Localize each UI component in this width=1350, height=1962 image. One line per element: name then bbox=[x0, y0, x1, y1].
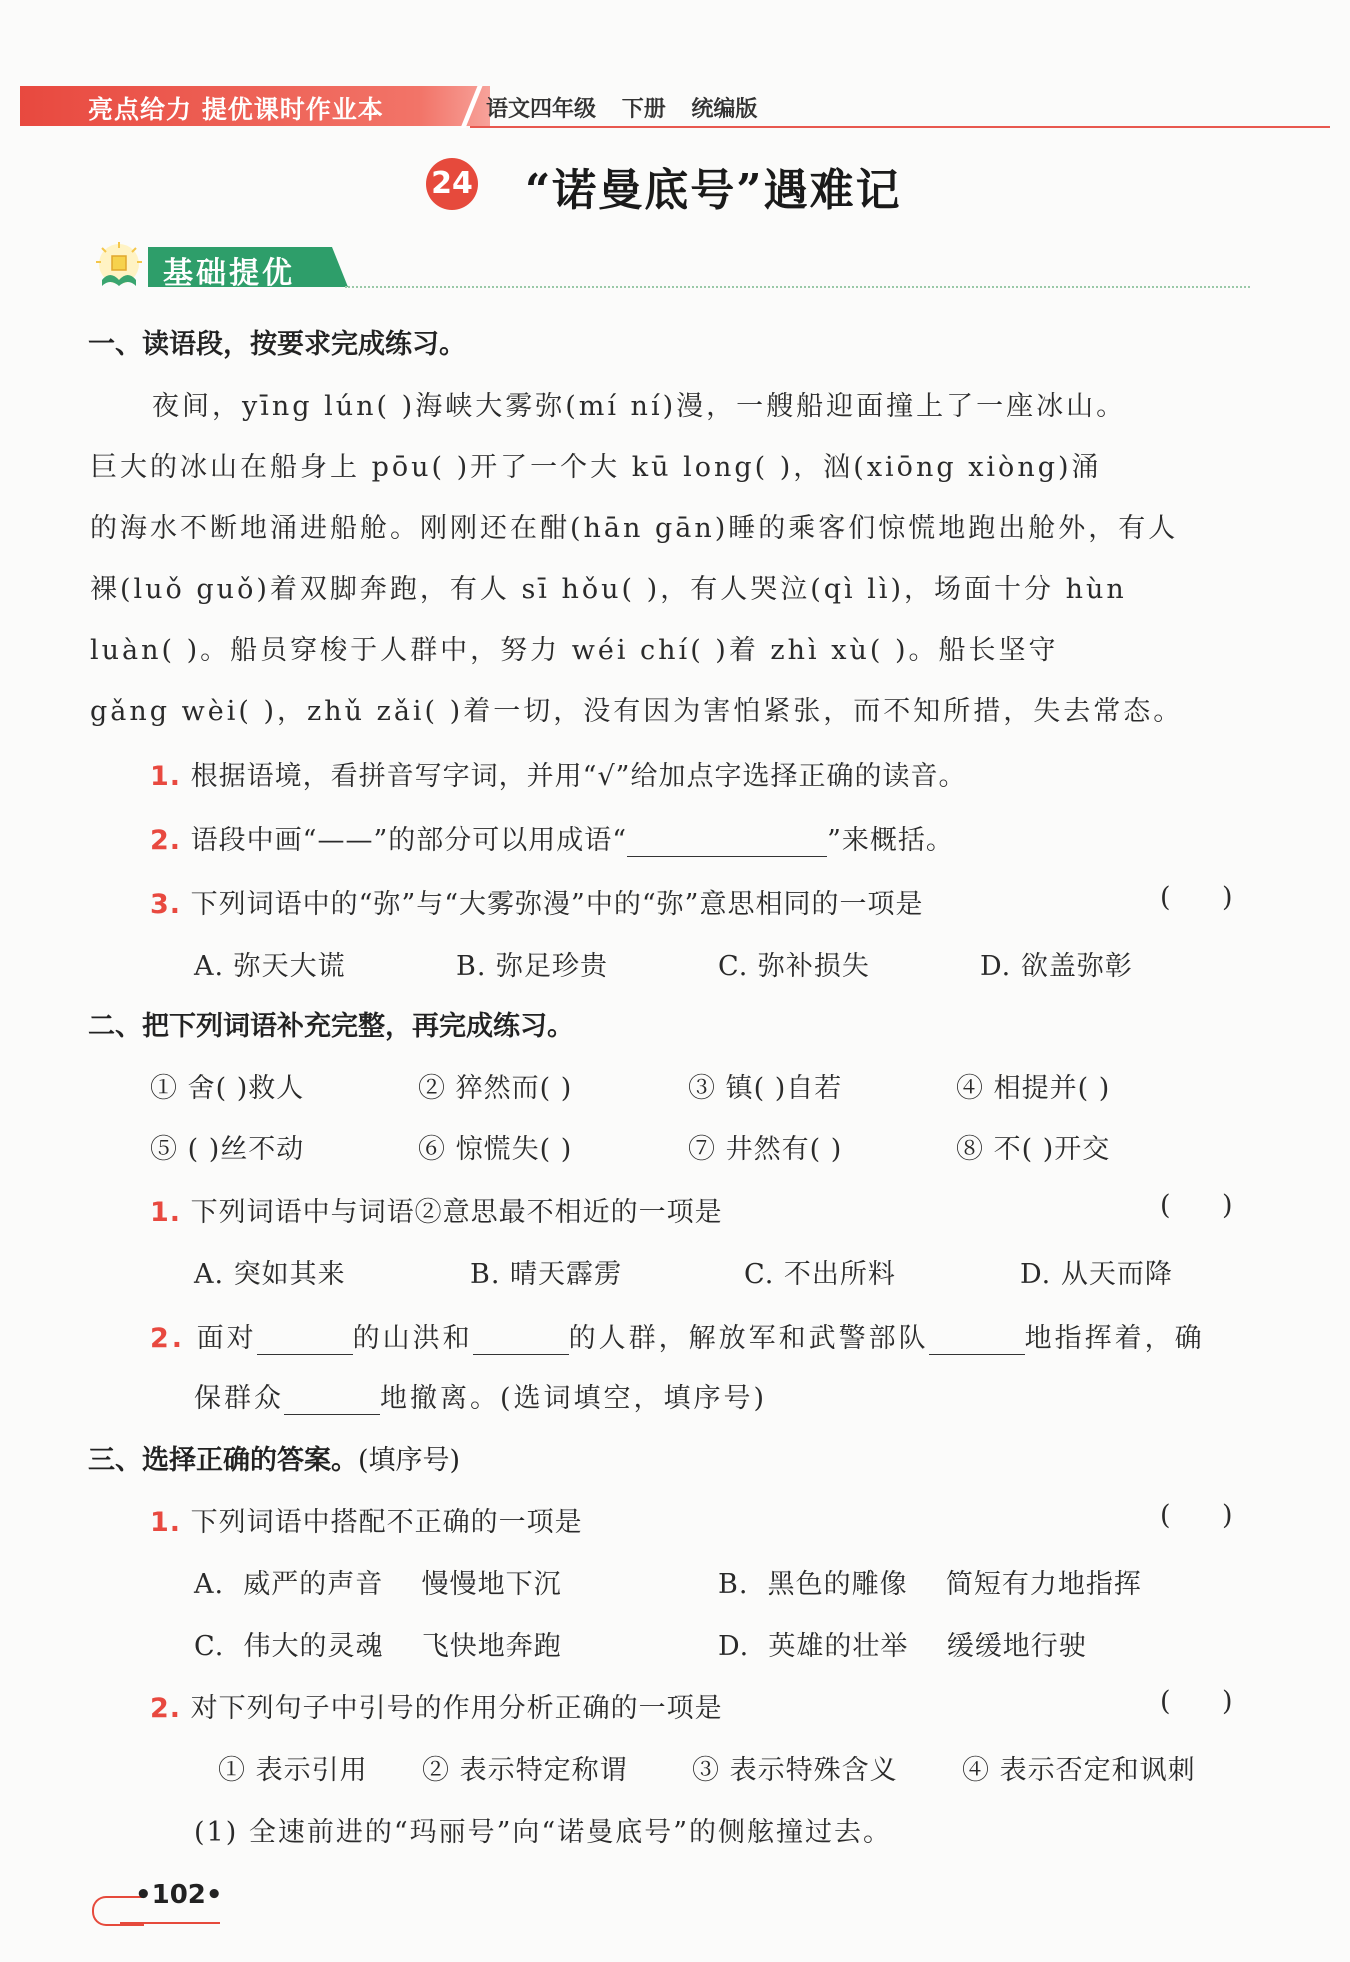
choice-item: ④ 表示否定和讽刺 bbox=[962, 1755, 1196, 1786]
volume: 下册 bbox=[621, 97, 666, 122]
idiom-item[interactable]: ⑦ 井然有( ) bbox=[688, 1134, 843, 1165]
option[interactable]: A. 弥天大谎 bbox=[194, 951, 346, 982]
idiom-item[interactable]: ① 舍( )救人 bbox=[150, 1073, 305, 1104]
idiom-item[interactable]: ⑧ 不( )开交 bbox=[956, 1134, 1111, 1165]
option[interactable]: A. 威严的声音 慢慢地下沉 bbox=[194, 1569, 562, 1600]
idiom-item[interactable]: ⑤ ( )丝不动 bbox=[150, 1134, 305, 1165]
question-text: 下列词语中与词语②意思最不相近的一项是 bbox=[190, 1197, 723, 1228]
question-3-1 bbox=[150, 1500, 583, 1539]
question-text: 的人群，解放军和武警部队 bbox=[568, 1323, 929, 1354]
answer-parentheses[interactable]: ( ) bbox=[1160, 1686, 1233, 1717]
choice-item: ③ 表示特殊含义 bbox=[692, 1755, 898, 1786]
question-text: 下列词语中搭配不正确的一项是 bbox=[190, 1507, 583, 1538]
idiom-item[interactable]: ④ 相提并( ) bbox=[956, 1073, 1111, 1104]
idiom-item[interactable]: ③ 镇( )自若 bbox=[688, 1073, 843, 1104]
page-number-underline bbox=[120, 1922, 220, 1924]
option[interactable]: D. 欲盖弥彰 bbox=[980, 951, 1133, 982]
option[interactable]: D. 从天而降 bbox=[1020, 1259, 1173, 1290]
passage-line: 巨大的冰山在船身上 pōu( )开了一个大 kū long( )，汹(xiōng xiòng)涌 bbox=[90, 452, 1102, 483]
idiom-item[interactable]: ② 猝然而( ) bbox=[418, 1073, 573, 1104]
question-2-2 bbox=[150, 1316, 1205, 1355]
answer-parentheses[interactable]: ( ) bbox=[1160, 1190, 1233, 1221]
option[interactable]: B. 晴天霹雳 bbox=[470, 1259, 623, 1290]
question-text: 语段中画“——”的部分可以用成语“ bbox=[190, 825, 628, 856]
header-rule bbox=[470, 126, 1330, 128]
edition: 统编版 bbox=[691, 97, 758, 122]
lesson-title: “诺曼底号”遇难记 bbox=[525, 165, 902, 216]
part2-heading: 二、把下列词语补充完整，再完成练习。 bbox=[88, 1011, 574, 1042]
option[interactable]: C. 弥补损失 bbox=[718, 951, 870, 982]
question-number: 2. bbox=[150, 1693, 182, 1724]
question-1-1 bbox=[150, 754, 966, 793]
question-3-2 bbox=[150, 1686, 723, 1725]
passage-line: gǎng wèi( )，zhǔ zǎi( )着一切，没有因为害怕紧张，而不知所措，失去常态。 bbox=[90, 696, 1184, 727]
question-text: ”来概括。 bbox=[827, 825, 954, 856]
idiom-item[interactable]: ⑥ 惊慌失( ) bbox=[418, 1134, 573, 1165]
question-1-2 bbox=[150, 818, 954, 857]
question-number: 2. bbox=[150, 825, 182, 856]
option[interactable]: C. 不出所料 bbox=[744, 1259, 896, 1290]
question-text: 对下列句子中引号的作用分析正确的一项是 bbox=[190, 1693, 723, 1724]
option[interactable]: D. 英雄的壮举 缓缓地行驶 bbox=[718, 1631, 1087, 1662]
choice-item: ② 表示特定称谓 bbox=[422, 1755, 628, 1786]
section-label: 基础提优 bbox=[163, 256, 295, 291]
option[interactable]: B. 黑色的雕像 简短有力地指挥 bbox=[718, 1569, 1142, 1600]
question-2-2-cont bbox=[194, 1376, 767, 1415]
book-info bbox=[486, 92, 757, 123]
question-number: 1. bbox=[150, 1507, 182, 1538]
question-number: 1. bbox=[150, 1197, 182, 1228]
question-1-3 bbox=[150, 882, 923, 921]
example-sentence: (1) 全速前进的“玛丽号”向“诺曼底号”的侧舷撞过去。 bbox=[194, 1817, 893, 1848]
part3-heading-note: (填序号) bbox=[358, 1445, 461, 1476]
choice-item: ① 表示引用 bbox=[218, 1755, 368, 1786]
part3-heading bbox=[88, 1438, 460, 1477]
passage-line: luàn( )。船员穿梭于人群中，努力 wéi chí( )着 zhì xù( )。船长坚守 bbox=[90, 635, 1059, 666]
question-text: 保群众 bbox=[194, 1383, 284, 1414]
part1-heading: 一、读语段，按要求完成练习。 bbox=[88, 329, 466, 360]
question-2-1 bbox=[150, 1190, 723, 1229]
question-text: 面对 bbox=[196, 1323, 257, 1354]
page-number: •102• bbox=[135, 1880, 223, 1910]
series-title: 亮点给力 提优课时作业本 bbox=[88, 95, 384, 124]
passage-line: 夜间，yīng lún( )海峡大雾弥(mí ní)漫，一艘船迎面撞上了一座冰山。 bbox=[152, 391, 1127, 422]
question-number: 3. bbox=[150, 889, 182, 920]
answer-blank[interactable] bbox=[627, 828, 827, 857]
option[interactable]: C. 伟大的灵魂 飞快地奔跑 bbox=[194, 1631, 562, 1662]
question-text: 地撤离。(选词填空，填序号) bbox=[380, 1383, 768, 1414]
answer-blank[interactable] bbox=[929, 1326, 1025, 1355]
answer-blank[interactable] bbox=[257, 1326, 353, 1355]
question-text: 地指挥着，确 bbox=[1024, 1323, 1205, 1354]
section-dotted-rule bbox=[345, 286, 1250, 288]
lesson-number-badge: 24 bbox=[426, 158, 478, 210]
answer-parentheses[interactable]: ( ) bbox=[1160, 1500, 1233, 1531]
question-text: 下列词语中的“弥”与“大雾弥漫”中的“弥”意思相同的一项是 bbox=[190, 889, 924, 920]
question-number: 1. bbox=[150, 761, 182, 792]
sprout-book-icon bbox=[92, 240, 146, 294]
question-text: 的山洪和 bbox=[352, 1323, 473, 1354]
question-number: 2. bbox=[150, 1323, 186, 1354]
question-text: 根据语境，看拼音写字词，并用“√”给加点字选择正确的读音。 bbox=[190, 761, 967, 792]
answer-blank[interactable] bbox=[473, 1326, 569, 1355]
subject-grade: 语文四年级 bbox=[486, 97, 597, 122]
answer-parentheses[interactable]: ( ) bbox=[1160, 882, 1233, 913]
answer-blank[interactable] bbox=[284, 1386, 380, 1415]
passage-line: 裸(luǒ guǒ)着双脚奔跑，有人 sī hǒu( )，有人哭泣(qì lì)，场面十分 hùn bbox=[90, 574, 1127, 605]
passage-line: 的海水不断地涌进船舱。刚刚还在酣(hān gān)睡的乘客们惊慌地跑出舱外，有人 bbox=[90, 513, 1179, 544]
option[interactable]: B. 弥足珍贵 bbox=[456, 951, 609, 982]
part3-heading-text: 三、选择正确的答案。 bbox=[88, 1445, 358, 1476]
option[interactable]: A. 突如其来 bbox=[194, 1259, 346, 1290]
